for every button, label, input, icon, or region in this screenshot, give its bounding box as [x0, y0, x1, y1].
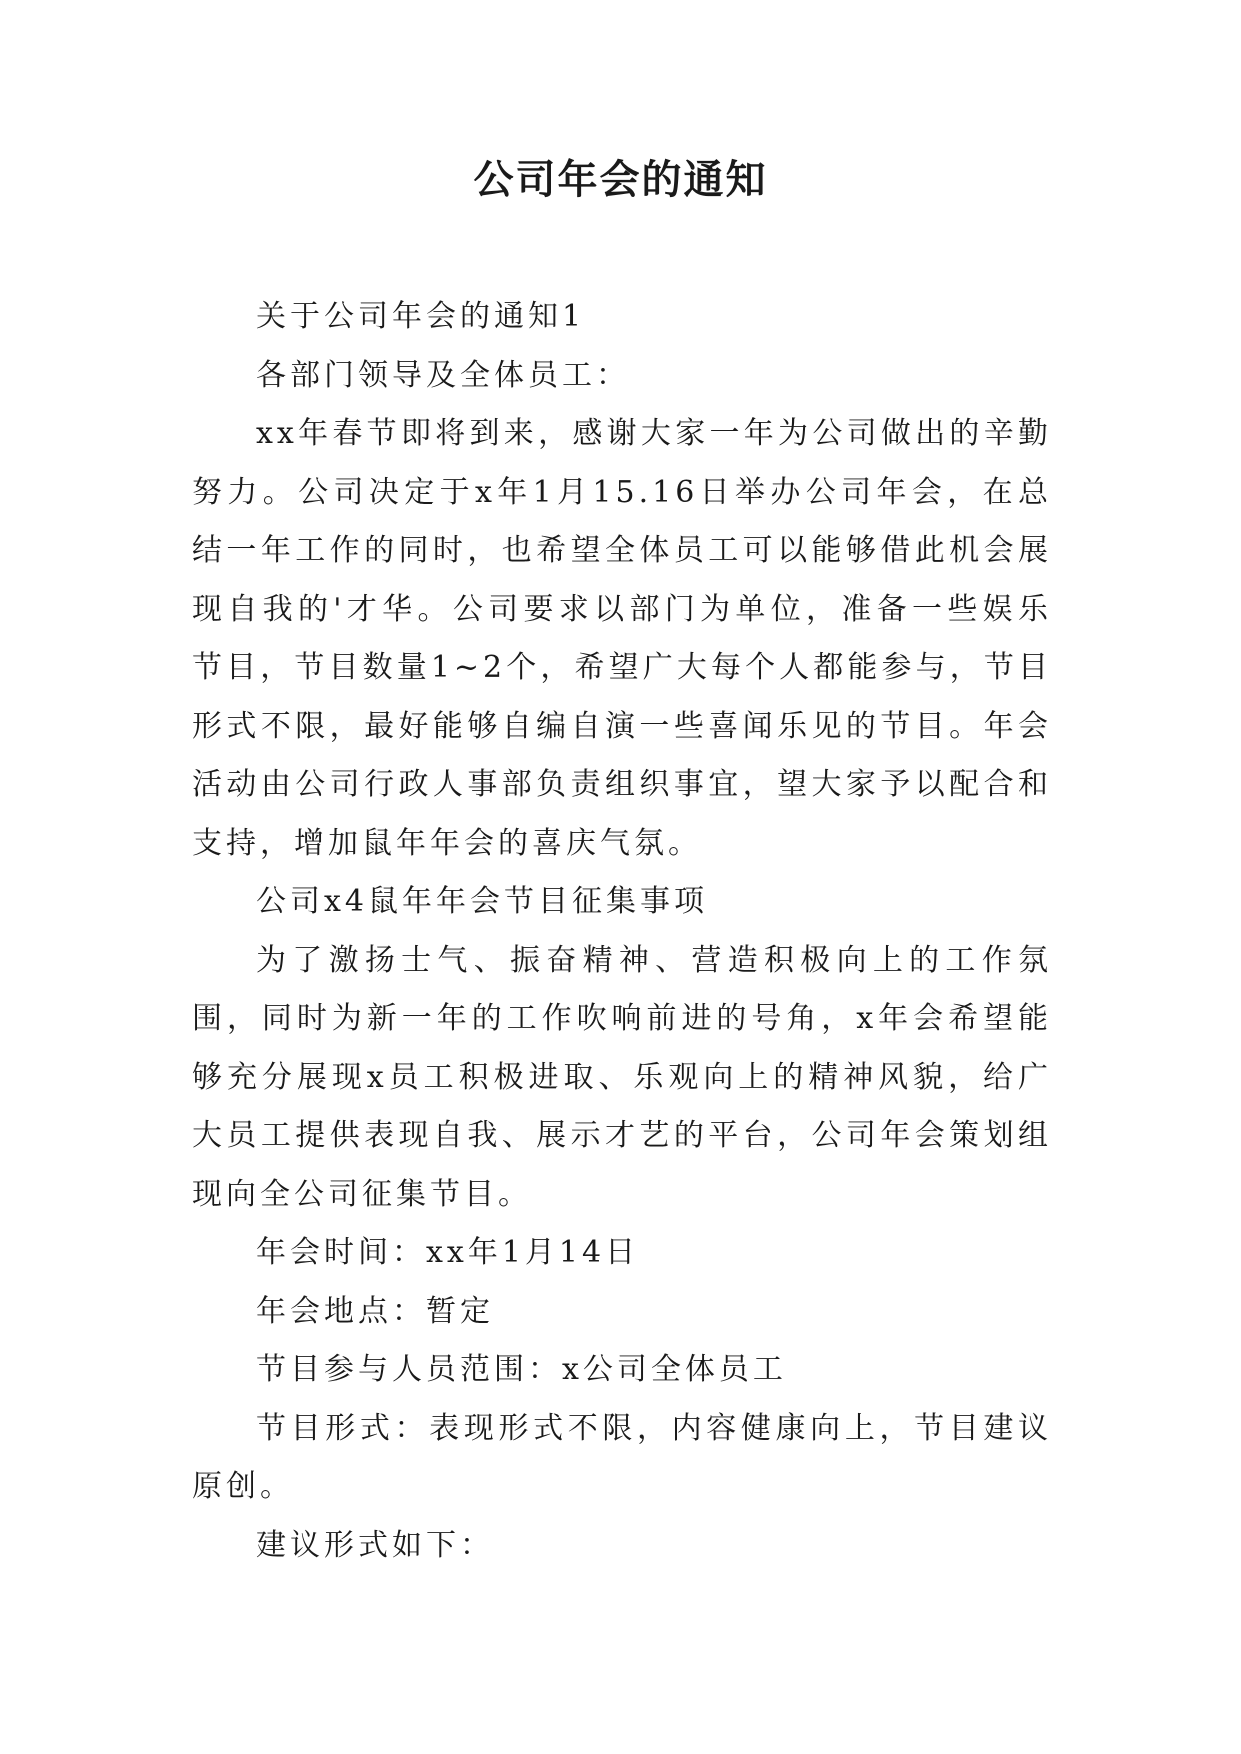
paragraph-announcement: xx年春节即将到来，感谢大家一年为公司做出的辛勤努力。公司决定于x年1月15.16日举办公司年会，在总结一年工作的同时，也希望全体员工可以能够借此机会展现自我的'才华。公司要求以部门为单位，准备一些娱乐节目，节目数量1~2个，希望广大每个人都能参与，节目形式不限，最好能够自编自演一些喜闻乐见的节目。年会活动由公司行政人事部负责组织事宜，望大家予以配合和支持，增加鼠年年会的喜庆气氛。 — [192, 416, 1052, 861]
paragraph-salutation: 各部门领导及全体员工： — [256, 357, 630, 393]
paragraph-collection-purpose: 为了激扬士气、振奋精神、营造积极向上的工作氛围，同时为新一年的工作吹响前进的号角，x年会希望能够充分展现x员工积极进取、乐观向上的精神风貌，给广大员工提供表现自我、展示才艺的平台，公司年会策划组现向全公司征集节目。 — [192, 942, 1052, 1212]
paragraph-notice-heading: 关于公司年会的通知1 — [256, 299, 586, 334]
paragraph-program-collection-heading: 公司x4鼠年年会节目征集事项 — [256, 884, 709, 919]
paragraph-suggested-formats: 建议形式如下： — [256, 1527, 494, 1563]
paragraph-program-format: 节目形式：表现形式不限，内容健康向上，节目建议原创。 — [192, 1410, 1052, 1504]
document-title: 公司年会的通知 — [473, 157, 768, 203]
paragraph-meeting-location: 年会地点：暂定 — [256, 1293, 494, 1329]
document-body — [192, 288, 1052, 1575]
paragraph-meeting-time: 年会时间：xx年1月14日 — [256, 1235, 640, 1270]
paragraph-participants: 节目参与人员范围：x公司全体员工 — [256, 1352, 787, 1387]
